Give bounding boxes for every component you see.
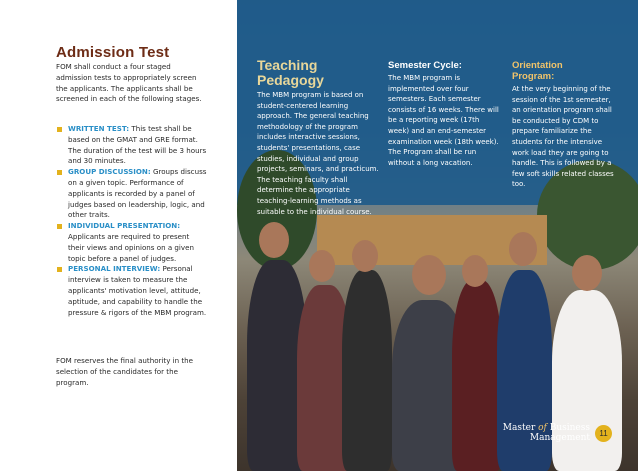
admission-stage-list — [56, 124, 208, 318]
group-photo — [237, 0, 638, 471]
orientation-section — [512, 60, 620, 190]
head-shape — [352, 240, 378, 272]
pedagogy-body: The MBM program is based on student-centered learning approach. The general teaching methodology of the program includes interactive sessions, students' presentations, case studies, individual and group projects, seminars, and practicum. The teaching faculty shall determine the appropriate teaching-learning methods as suitable to the individual course. — [257, 91, 379, 216]
bullet-square-icon — [57, 267, 62, 272]
program-logo: Master of Business Management — [502, 423, 590, 443]
head-shape — [309, 250, 335, 282]
bullet-square-icon — [57, 224, 62, 229]
pedagogy-section — [257, 58, 379, 217]
list-item: GROUP DISCUSSION: Groups discuss on a given topic. Performance of applicants is recorded by a panel of judges based on leadership, logic, and other traits. — [56, 167, 208, 221]
semester-section — [388, 60, 500, 168]
list-item: PERSONAL INTERVIEW: Personal interview is taken to measure the applicants' motivation level, attitude, aptitude, and capability to handle the pressure & rigors of the MBM program. — [56, 264, 208, 318]
page-number-badge: 11 — [595, 425, 612, 442]
admission-section — [0, 0, 237, 471]
semester-body: The MBM program is implemented over four semesters. Each semester consists of 16 weeks. There will be a reporting week (17th week) and an end-semester examination week (18th week). The Program shall be run without a long vacation. — [388, 74, 499, 167]
head-shape — [462, 255, 488, 287]
head-shape — [572, 255, 602, 291]
semester-title: Semester Cycle: — [388, 60, 462, 71]
list-item: WRITTEN TEST: This test shall be based on the GMAT and GRE format. The duration of the test will be 3 hours and 30 minutes. — [56, 124, 208, 167]
bullet-square-icon — [57, 127, 62, 132]
list-item: INDIVIDUAL PRESENTATION: Applicants are required to present their views and opinions on a given topic before a panel of judges. — [56, 221, 208, 264]
person-shape — [452, 280, 502, 471]
orientation-title: Orientation Program: — [512, 60, 563, 82]
pedagogy-title: Teaching Pedagogy — [257, 57, 324, 88]
admission-title: Admission Test — [56, 44, 170, 61]
head-shape — [412, 255, 446, 295]
orientation-body: At the very beginning of the session of the 1st semester, an orientation program shall be conducted by CDM to prepare familiarize the students for the intensive work load they are going to handle. This is followed by a few soft skills related classes too. — [512, 85, 614, 189]
bullet-square-icon — [57, 170, 62, 175]
head-shape — [509, 232, 537, 266]
admission-intro: FOM shall conduct a four staged admission tests to appropriately screen the applicants. The applicants shall be screened in each of the following stages. — [56, 62, 202, 104]
admission-final-note: FOM reserves the final authority in the selection of the candidates for the program. — [56, 356, 194, 387]
person-shape — [552, 290, 622, 471]
head-shape — [259, 222, 289, 258]
person-shape — [342, 270, 392, 471]
